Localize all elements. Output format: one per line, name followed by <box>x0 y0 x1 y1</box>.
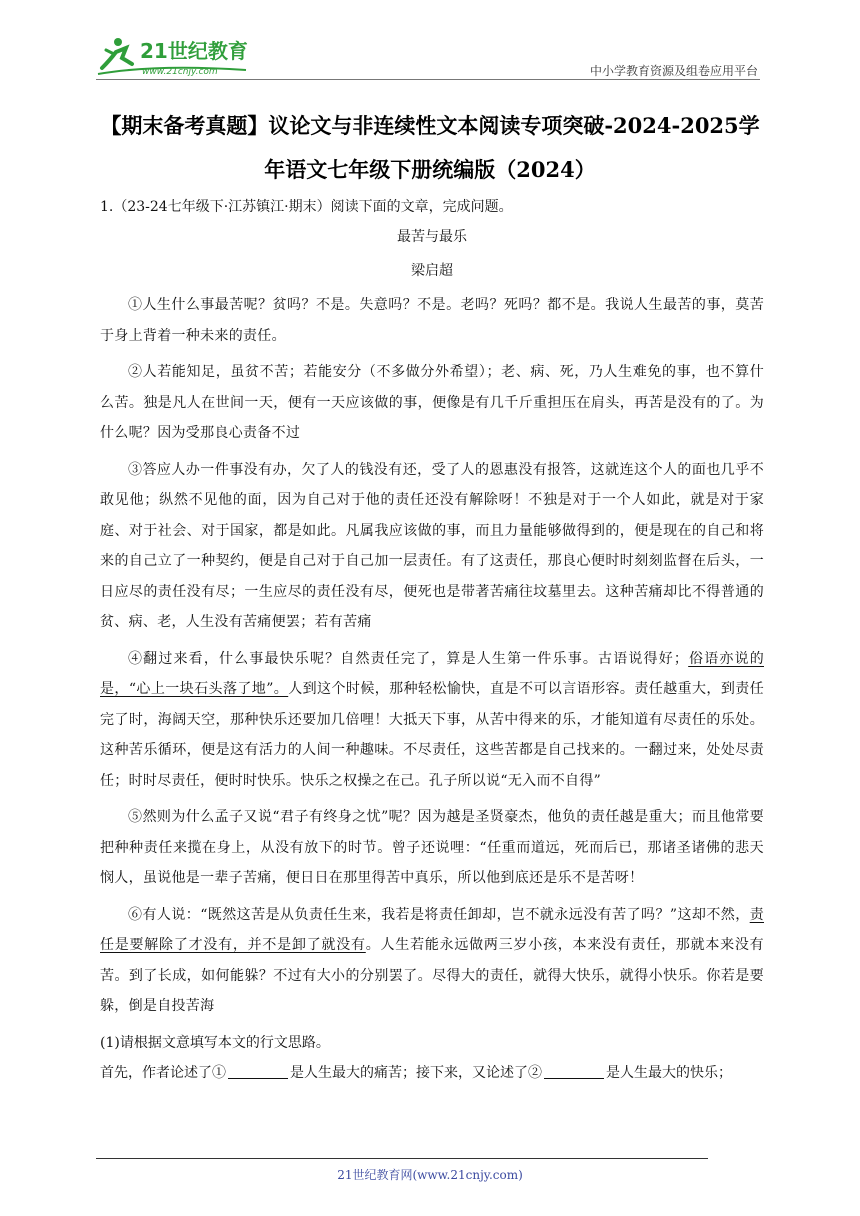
title-line-2: 年语文七年级下册统编版（2024） <box>264 157 596 182</box>
fill-line-part-c: 是人生最大的快乐； <box>606 1064 732 1081</box>
header-divider <box>96 79 760 80</box>
paragraph-5: ⑤然则为什么孟子又说“君子有终身之忧”呢？因为越是圣贤豪杰，他负的责任越是重大；而且他常要把种种责任来揽在身上，从没有放下的时节。曾子还说哩：“任重而道远，死而后已，那诸圣诸佛的悲天悯人，虽说他是一辈子苦痛，便日日在那里得苦中真乐，所以他到底还是乐不是苦呀！ <box>100 809 764 886</box>
paragraph-4-underlined: 俗语亦说的是，“心上一块石头落了地”。 <box>100 650 764 697</box>
fill-line-part-b: 是人生最大的痛苦；接下来，又论述了② <box>290 1064 542 1081</box>
paragraph-2: ②人若能知足，虽贫不苦；若能安分（不多做分外希望）；老、病、死，乃人生难免的事，也不算什么苦。独是凡人在世间一天，便有一天应该做的事，便像是有几千斤重担压在肩头，再苦是没有的了。为什么呢？因为受那良心责备不过 <box>100 364 764 441</box>
paragraph-6 <box>100 900 764 1022</box>
paragraph-4-part-a: ④翻过来看，什么事最快乐呢？自然责任完了，算是人生第一件乐事。古语说得好； <box>128 650 689 667</box>
footer-text: 21世纪教育网(www.21cnjy.com) <box>337 1168 523 1182</box>
platform-name: 中小学教育资源及组卷应用平台 <box>589 64 758 78</box>
paragraph-4-part-b: 人到这个时候，那种轻松愉快，直是不可以言语形容。责任越重大，到责任完了时，海阔天空，那种快乐还要加几倍哩！大抵天下事，从苦中得来的乐，才能知道有尽责任的乐处。这种苦乐循环，便是这有活力的人间一种趣味。不尽责任，这些苦都是自己找来的。一翻过来，处处尽责任；时时尽责任，便时时快乐。快乐之权操之在己。孔子所以说“无入而不自得” <box>100 681 764 789</box>
document-title <box>96 104 764 192</box>
paragraph-1: ①人生什么事最苦呢？贫吗？不是。失意吗？不是。老吗？死吗？都不是。我说人生最苦的事，莫苦于身上背着一种未来的责任。 <box>100 297 764 344</box>
paragraph-6-part-a: ⑥有人说：“既然这苦是从负责任生来，我若是将责任卸却，岂不就永远没有苦了吗？”这却不然， <box>128 906 750 923</box>
paragraph-3: ③答应人办一件事没有办，欠了人的钱没有还，受了人的恩惠没有报答，这就连这个人的面也几乎不敢见他；纵然不见他的面，因为自己对于他的责任还没有解除呀！不独是对于一个人如此，就是对于家庭、对于社会、对于国家，都是如此。凡属我应该做的事，而且力量能够做得到的，便是现在的自己和将来的自己立了一种契约，便是自己对于自己加一层责任。有了这责任，那良心便时时刻刻监督在后头，一日应尽的责任没有尽；一生应尽的责任没有尽，便死也是带著苦痛往坟墓里去。这种苦痛却比不得普通的贫、病、老，人生没有苦痛便罢；若有苦痛 <box>100 461 764 630</box>
title-line-1: 【期末备考真题】议论文与非连续性文本阅读专项突破-2024-2025学 <box>100 113 760 138</box>
footer-divider <box>96 1158 708 1159</box>
paragraph-4 <box>100 644 764 797</box>
question-content <box>100 196 764 1088</box>
question-intro: 1.（23-24七年级下·江苏镇江·期末）阅读下面的文章，完成问题。 <box>100 199 513 215</box>
page-header <box>96 30 760 80</box>
answer-blank-1[interactable] <box>228 1064 288 1079</box>
article-title: 最苦与最乐 <box>397 229 467 245</box>
21cnjy-logo <box>96 34 271 78</box>
paragraph-6-part-b: 。人生若能永远做两三岁小孩，本来没有责任，那就本来没有苦。到了长成，如何能躲？不过有大小的分别罢了。尽得大的责任，就得大快乐，就得小快乐。你若是要躲，倒是自投苦海 <box>100 937 764 1014</box>
paragraph-6-underlined: 责任是要解除了才没有，并不是卸了就没有 <box>100 906 764 953</box>
svg-text:www.21cnjy.com: www.21cnjy.com <box>142 67 218 77</box>
answer-blank-2[interactable] <box>544 1064 604 1079</box>
article-author: 梁启超 <box>411 263 453 279</box>
sub-question-1: (1)请根据文意填写本文的行文思路。 <box>100 1034 330 1051</box>
sub-question-1-fill <box>100 1058 764 1088</box>
fill-line-part-a: 首先，作者论述了① <box>100 1064 226 1081</box>
svg-text:21世纪教育: 21世纪教育 <box>140 39 248 63</box>
